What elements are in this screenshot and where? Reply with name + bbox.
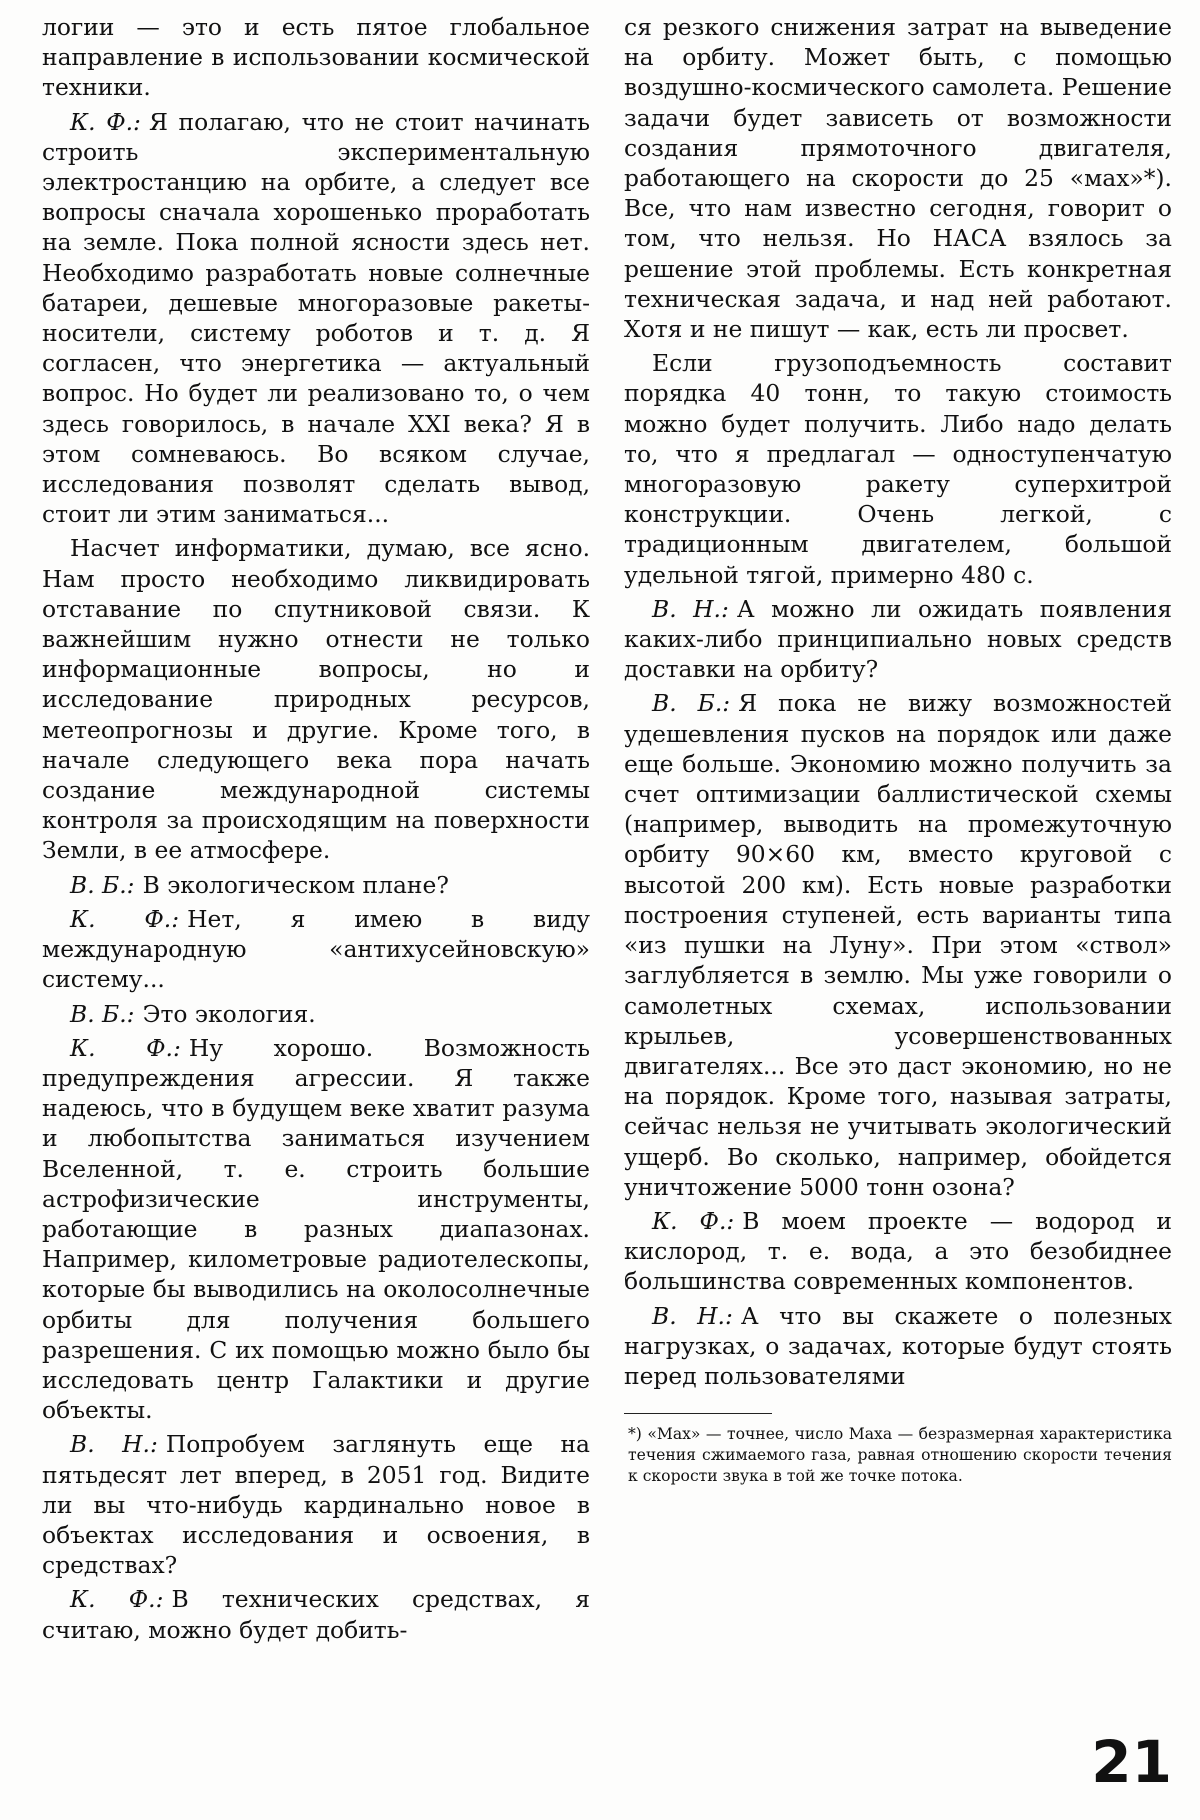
paragraph xyxy=(624,12,1172,344)
paragraph xyxy=(42,999,590,1029)
speaker-label: К. Ф.: xyxy=(70,1033,181,1062)
paragraph-text: Попробуем заглянуть еще на пятьдесят лет вперед, в 2051 год. Видите ли вы что-нибудь кардинально новое в объектах исследования и освоения, в средствах? xyxy=(42,1430,590,1580)
paragraph-text: Я пока не вижу возможностей удешевления пусков на порядок или даже еще больше. Экономию можно получить за счет оптимизации баллистической схемы (например, выводить на промежуточную орбиту 90×60 км, вместо круговой с высотой 200 км). Есть новые разработки построения ступеней, есть варианты типа «из пушки на Луну». При этом «ствол» заглубляется в землю. Мы уже говорили о самолетных схемах, использовании крыльев, усовершенствованных двигателях... Все это даст экономию, но не на порядок. Кроме того, называя затраты, сейчас нельзя не учитывать экологический ущерб. Во сколько, например, обойдется уничтожение 5000 тонн озона? xyxy=(624,689,1172,1201)
paragraph-text: Это экология. xyxy=(142,999,316,1028)
paragraph-text: В технических средствах, я считаю, можно будет добить- xyxy=(42,1585,590,1644)
paragraph xyxy=(624,348,1172,590)
right-column xyxy=(624,12,1172,1487)
speaker-label: В. Н.: xyxy=(70,1430,158,1459)
paragraph xyxy=(624,688,1172,1201)
speaker-label: В. Б.: xyxy=(70,999,135,1028)
paragraph xyxy=(42,107,590,530)
paragraph xyxy=(42,1033,590,1426)
paragraph-text: А что вы скажете о полезных нагрузках, о задачах, которые будут стоять перед пользователями xyxy=(624,1301,1172,1390)
speaker-label: К. Ф.: xyxy=(70,1585,164,1614)
paragraph xyxy=(42,533,590,865)
speaker-label: В. Б.: xyxy=(652,689,731,718)
page-number: 21 xyxy=(1091,1728,1172,1796)
footnote: *) «Мах» — точнее, число Маха — безразмерная характеристика течения сжимаемого газа, равная отношению скорости течения к скорости звука в той же точке потока. xyxy=(628,1425,1172,1486)
speaker-label: В. Б.: xyxy=(70,870,135,899)
paragraph-text: Если грузоподъемность составит порядка 40 тонн, то такую стоимость можно будет получить. Либо надо делать то, что я предлагал — одноступенчатую многоразовую ракету суперхитрой конструкции. Очень легкой, с традиционным двигателем, большой удельной тягой, примерно 480 с. xyxy=(624,349,1172,589)
speaker-label: В. Н.: xyxy=(652,1301,733,1330)
paragraph-text: логии — это и есть пятое глобальное направление в использовании космической техники. xyxy=(42,13,590,102)
paragraph xyxy=(624,594,1172,685)
speaker-label: К. Ф.: xyxy=(652,1206,735,1235)
paragraph-text: В моем проекте — водород и кислород, т. е. вода, а это безобиднее большинства современных компонентов. xyxy=(624,1206,1172,1296)
left-column xyxy=(42,12,590,1649)
right-column-text xyxy=(624,12,1172,1391)
paragraph xyxy=(42,1584,590,1644)
paragraph-text: Я полагаю, что не стоит начинать строить экспериментальную электростанцию на орбите, а следует все вопросы сначала хорошенько проработать на земле. Пока полной ясности здесь нет. Необходимо разработать новые солнечные батареи, дешевые многоразовые ракеты-носители, систему роботов и т. д. Я согласен, что энергетика — актуальный вопрос. Но будет ли реализовано то, о чем здесь говорилось, в начале XXI века? Я в этом сомневаюсь. Во всяком случае, исследования позволят сделать вывод, стоит ли этим заниматься... xyxy=(42,107,590,529)
speaker-label: В. Н.: xyxy=(652,594,729,623)
paragraph-text: В экологическом плане? xyxy=(142,870,449,899)
paragraph-text: А можно ли ожидать появления каких-либо принципиально новых средств доставки на орбиту? xyxy=(624,594,1172,684)
paragraph xyxy=(42,12,590,103)
paragraph xyxy=(624,1301,1172,1392)
paragraph-text: Нет, я имею в виду международную «антихусейновскую» систему... xyxy=(42,904,590,994)
paragraph xyxy=(624,1206,1172,1297)
speaker-label: К. Ф.: xyxy=(70,904,180,933)
paragraph-text: Насчет информатики, думаю, все ясно. Нам просто необходимо ликвидировать отставание по спутниковой связи. К важнейшим нужно отнести не только информационные вопросы, но и исследование природных ресурсов, метеопрогнозы и другие. Кроме того, в начале следующего века пора начать создание международной системы контроля за происходящим на поверхности Земли, в ее атмосфере. xyxy=(42,534,590,865)
paragraph xyxy=(42,870,590,900)
paragraph-text: Ну хорошо. Возможность предупреждения агрессии. Я также надеюсь, что в будущем веке хватит разума и любопытства заниматься изучением Вселенной, т. е. строить большие астрофизические инструменты, работающие в разных диапазонах. Например, километровые радиотелескопы, которые бы выводились на околосолнечные орбиты для получения большего разрешения. С их помощью можно было бы исследовать центр Галактики и другие объекты. xyxy=(42,1033,590,1425)
speaker-label: К. Ф.: xyxy=(70,107,141,136)
footnote-rule xyxy=(624,1413,772,1414)
paragraph xyxy=(42,904,590,995)
paragraph xyxy=(42,1429,590,1580)
paragraph-text: ся резкого снижения затрат на выведение на орбиту. Может быть, с помощью воздушно-космического самолета. Решение задачи будет зависеть от возможности создания прямоточного двигателя, работающего на скорости до 25 «мах»*). Все, что нам известно сегодня, говорит о том, что нельзя. Но НАСА взялось за решение этой проблемы. Есть конкретная техническая задача, и над ней работают. Хотя и не пишут — как, есть ли просвет. xyxy=(624,13,1172,344)
